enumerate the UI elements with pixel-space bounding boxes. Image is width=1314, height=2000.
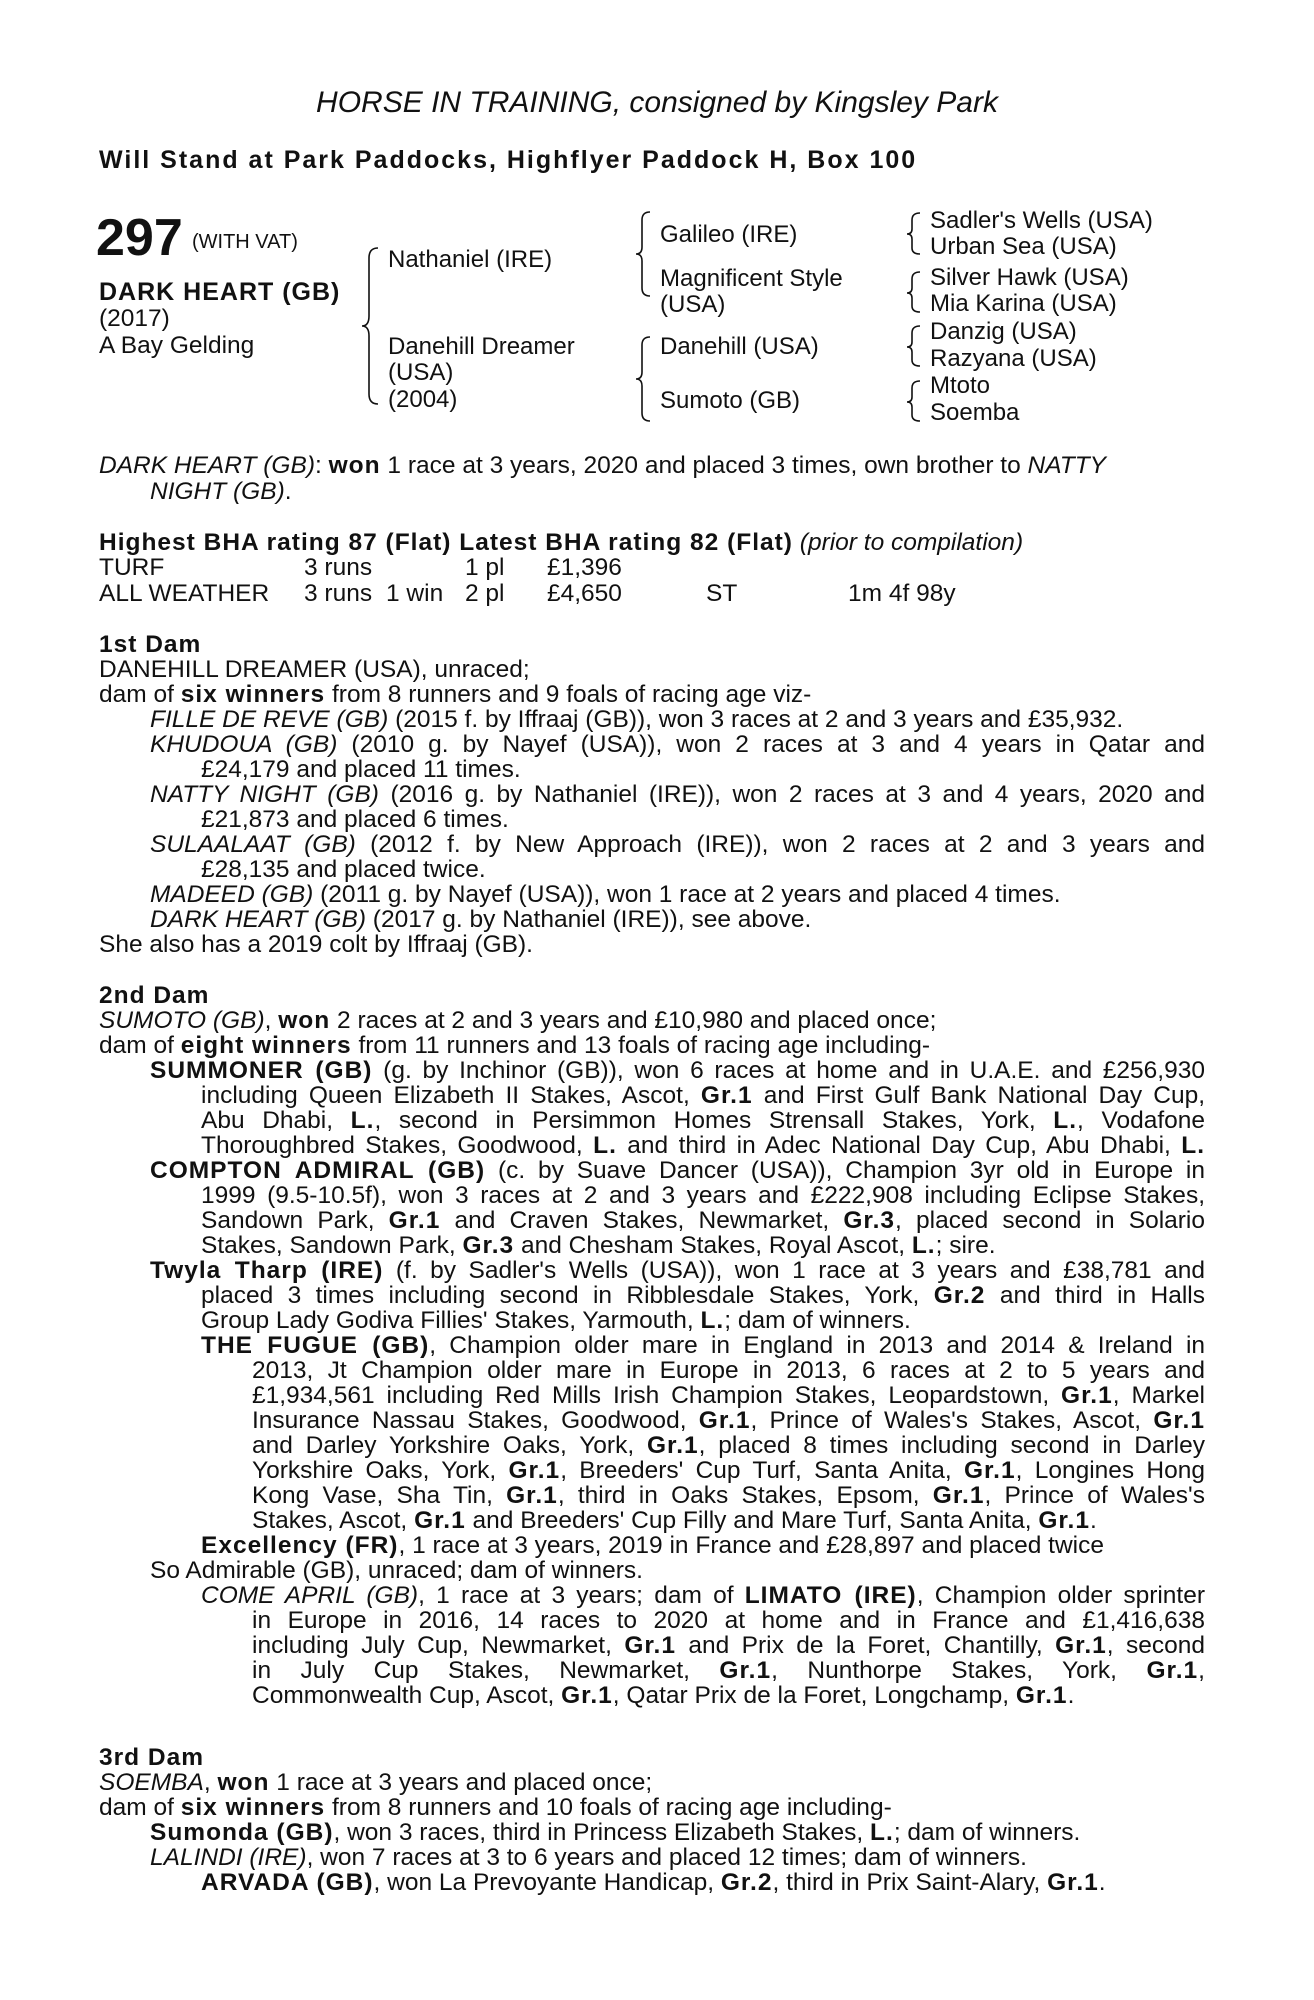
third-dam-won: won — [217, 1769, 270, 1796]
come-april-text: in July Cup Stakes, Newmarket, — [252, 1657, 720, 1684]
record-aw-prize: £4,650 — [547, 580, 622, 607]
lot-number: 297 — [96, 209, 183, 267]
progeny-sulaalaat — [150, 832, 1205, 857]
page-title: HORSE IN TRAINING, consigned by Kingsley Park — [316, 86, 998, 119]
come-april-line3 — [252, 1633, 1205, 1658]
horse-name: DARK HEART (GB) — [99, 278, 341, 306]
grade-badge: Gr.1 — [506, 1482, 558, 1509]
record-turf-runs: 3 runs — [304, 554, 373, 581]
pedigree-dam-line3: (2004) — [388, 386, 458, 413]
grade-badge: Gr.3 — [843, 1207, 896, 1234]
twyla-text: and third in Halls — [985, 1282, 1206, 1309]
limato-name: LIMATO (IRE) — [744, 1582, 917, 1609]
come-april-text: Commonwealth Cup, Ascot, — [252, 1682, 562, 1709]
bracket-main — [362, 248, 378, 404]
progeny-natty-night — [150, 782, 1205, 807]
sumonda-name: Sumonda (GB) — [150, 1819, 334, 1846]
bha-rating-note: (prior to compilation) — [799, 529, 1024, 556]
compton-text: Sandown Park, — [201, 1207, 389, 1234]
summoner-text: Thoroughbred Stakes, Goodwood, — [201, 1132, 594, 1159]
fugue-line3 — [252, 1383, 1205, 1408]
fugue-text: Kong Vase, Sha Tin, — [252, 1482, 507, 1509]
compton-text: ; sire. — [935, 1232, 996, 1259]
bracket-g12 — [907, 213, 920, 254]
progeny-text: (2011 g. by Nayef (USA)), won 1 race at 2 years and placed 4 times. — [313, 881, 1061, 908]
summary-text: 1 race at 3 years, 2020 and placed 3 times, own brother to — [380, 452, 1028, 479]
summoner-line4 — [201, 1133, 1205, 1158]
fugue-text: £1,934,561 including Red Mills Irish Champion Stakes, Leopardstown, — [252, 1382, 1062, 1409]
record-aw-best: ST — [706, 580, 738, 607]
pedigree-dam-sire: Danehill (USA) — [660, 333, 819, 360]
summary-won: won — [328, 452, 381, 479]
twyla-line1 — [150, 1258, 1205, 1283]
compton-text: and Chesham Stakes, Royal Ascot, — [514, 1232, 912, 1259]
arvada-text: , won La Prevoyante Handicap, — [373, 1869, 721, 1896]
fugue-text: and Darley Yorkshire Oaks, York, — [252, 1432, 647, 1459]
grade-badge: Gr.1 — [1061, 1382, 1113, 1409]
second-dam-name-line: SUMOTO (GB), won 2 races at 2 and 3 years and £10,980 and placed once; — [99, 1007, 937, 1034]
compton-text: Stakes, Sandown Park, — [201, 1232, 463, 1259]
come-april-text: , second — [1106, 1632, 1205, 1659]
fugue-line8 — [252, 1508, 1097, 1533]
pedigree-g8: Soemba — [930, 399, 1020, 426]
listed-badge: L. — [870, 1819, 894, 1846]
compton-line2: 1999 (9.5-10.5f), won 3 races at 2 and 3 years and £222,908 including Eclipse Stakes, — [201, 1182, 1205, 1209]
progeny-name: NATTY NIGHT (GB) — [150, 781, 379, 808]
fugue-text: , Prince of Wales's Stakes, Ascot, — [750, 1407, 1154, 1434]
fugue-text: and Breeders' Cup Filly and Mare Turf, Santa Anita, — [465, 1507, 1039, 1534]
first-dam-dam-of-post: from 8 runners and 9 foals of racing age viz- — [325, 681, 812, 708]
compton-line1 — [150, 1158, 1205, 1183]
second-dam-won: won — [278, 1007, 331, 1034]
horse-description: A Bay Gelding — [99, 332, 255, 359]
so-admirable-line: So Admirable (GB), unraced; dam of winners. — [150, 1557, 643, 1584]
lalindi-line — [150, 1845, 1027, 1870]
summary-brother: NATTY — [1027, 452, 1107, 479]
progeny-name: KHUDOUA (GB) — [150, 731, 338, 758]
come-april-text: , Qatar Prix de la Foret, Longchamp, — [612, 1682, 1016, 1709]
excellency-text: , 1 race at 3 years, 2019 in France and £28,897 and placed twice — [398, 1532, 1104, 1559]
summoner-text: and First Gulf Bank National Day Cup, — [752, 1082, 1205, 1109]
first-dam-dam-of — [99, 682, 811, 707]
come-april-line5 — [252, 1683, 1074, 1708]
grade-badge: Gr.1 — [1153, 1407, 1205, 1434]
listed-badge: L. — [1181, 1132, 1206, 1159]
race-summary-cont — [150, 479, 292, 504]
pedigree-g3: Silver Hawk (USA) — [930, 264, 1129, 291]
progeny-name: MADEED (GB) — [150, 881, 314, 908]
pedigree-g7: Mtoto — [930, 372, 991, 399]
second-dam-heading: 2nd Dam — [99, 982, 210, 1009]
compton-line4 — [201, 1233, 996, 1258]
second-dam-name-text: 2 races at 2 and 3 years and £10,980 and placed once; — [330, 1007, 937, 1034]
fugue-text: , Longines Hong — [1015, 1457, 1205, 1484]
fugue-name: THE FUGUE (GB) — [201, 1332, 430, 1359]
compton-line3 — [201, 1208, 1205, 1233]
grade-badge: Gr.1 — [624, 1632, 676, 1659]
grade-badge: Gr.1 — [963, 1457, 1016, 1484]
progeny-name: DARK HEART (GB) — [150, 906, 366, 933]
fugue-line6 — [252, 1458, 1205, 1483]
come-april-name: COME APRIL (GB) — [201, 1582, 419, 1609]
grade-badge: Gr.1 — [414, 1507, 466, 1534]
progeny-sulaalaat-cont: £28,135 and placed twice. — [201, 856, 486, 883]
second-dam-dam-of-post: from 11 runners and 13 foals of racing age including- — [351, 1032, 930, 1059]
pedigree-g4: Mia Karina (USA) — [930, 290, 1117, 317]
pedigree-g5: Danzig (USA) — [930, 318, 1077, 345]
pedigree-g2: Urban Sea (USA) — [930, 233, 1117, 260]
come-april-text: , Champion older sprinter — [916, 1582, 1206, 1609]
third-dam-dam-of — [99, 1795, 892, 1820]
record-aw-label: ALL WEATHER — [99, 580, 270, 607]
first-dam-winners: six winners — [180, 681, 326, 708]
listed-badge: L. — [700, 1307, 725, 1334]
arvada-name: ARVADA (GB) — [201, 1869, 374, 1896]
fugue-line4 — [252, 1408, 1205, 1433]
arvada-text: , third in Prix Saint-Alary, — [772, 1869, 1048, 1896]
summoner-name: SUMMONER (GB) — [150, 1057, 373, 1084]
come-april-text: , Nunthorpe Stakes, York, — [771, 1657, 1147, 1684]
compton-text: , placed second in Solario — [895, 1207, 1205, 1234]
grade-badge: Gr.1 — [719, 1657, 772, 1684]
twyla-text: (f. by Sadler's Wells (USA)), won 1 race at 3 years and £38,781 and — [383, 1257, 1206, 1284]
listed-badge: L. — [1053, 1107, 1078, 1134]
grade-badge: Gr.1 — [1146, 1657, 1199, 1684]
first-dam-name: DANEHILL DREAMER (USA), unraced; — [99, 656, 530, 683]
race-summary: DARK HEART (GB): won 1 race at 3 years, 2020 and placed 3 times, own brother to NATTY — [99, 452, 1107, 479]
summoner-line3 — [201, 1108, 1205, 1133]
grade-badge: Gr.1 — [698, 1407, 751, 1434]
summoner-text: , Vodafone — [1077, 1107, 1206, 1134]
twyla-line2 — [201, 1283, 1205, 1308]
progeny-text: (2015 f. by Iffraaj (GB)), won 3 races at 2 and 3 years and £35,932. — [388, 706, 1124, 733]
record-aw-runs: 3 runs — [304, 580, 373, 607]
bracket-g34 — [907, 272, 920, 312]
grade-badge: Gr.1 — [388, 1207, 441, 1234]
record-turf-prize: £1,396 — [547, 554, 622, 581]
grade-badge: Gr.1 — [1047, 1869, 1099, 1896]
pedigree-sire-dam-line2: (USA) — [660, 291, 726, 318]
listed-badge: L. — [911, 1232, 936, 1259]
grade-badge: Gr.2 — [933, 1282, 986, 1309]
twyla-line3 — [201, 1308, 911, 1333]
pedigree-dam-dam: Sumoto (GB) — [660, 387, 801, 414]
pedigree-sire: Nathaniel (IRE) — [388, 246, 553, 273]
first-dam-colt: She also has a 2019 colt by Iffraaj (GB). — [99, 931, 533, 958]
summoner-line2 — [201, 1083, 1205, 1108]
bha-rating — [99, 530, 1023, 555]
come-april-text: , — [1198, 1657, 1205, 1684]
progeny-name: FILLE DE REVE (GB) — [150, 706, 389, 733]
arvada-line — [201, 1870, 1106, 1895]
grade-badge: Gr.1 — [1055, 1632, 1107, 1659]
grade-badge: Gr.1 — [1015, 1682, 1068, 1709]
fugue-text: , Breeders' Cup Turf, Santa Anita, — [560, 1457, 964, 1484]
come-april-text: , 1 race at 3 years; dam of — [418, 1582, 745, 1609]
fugue-text: . — [1090, 1507, 1097, 1534]
grade-badge: Gr.3 — [462, 1232, 515, 1259]
fugue-text: , placed 8 times including second in Darley — [698, 1432, 1205, 1459]
arvada-end: . — [1098, 1869, 1106, 1896]
fugue-text: , Markel — [1112, 1382, 1205, 1409]
progeny-text: (2016 g. by Nathaniel (IRE)), won 2 races at 3 and 4 years, 2020 and — [378, 781, 1205, 808]
fugue-line1 — [201, 1333, 1205, 1358]
pedigree-sire-sire: Galileo (IRE) — [660, 221, 798, 248]
third-dam-winners: six winners — [180, 1794, 326, 1821]
compton-text: (c. by Suave Dancer (USA)), Champion 3yr old in Europe in — [485, 1157, 1205, 1184]
fugue-text: , Champion older mare in England in 2013 and 2014 & Ireland in — [429, 1332, 1206, 1359]
record-turf-placed: 1 pl — [465, 554, 505, 581]
come-april-text: . — [1067, 1682, 1075, 1709]
excellency-name: Excellency (FR) — [201, 1532, 399, 1559]
pedigree-g6: Razyana (USA) — [930, 345, 1097, 372]
compton-text: and Craven Stakes, Newmarket, — [440, 1207, 844, 1234]
bha-rating-text: Highest BHA rating 87 (Flat) Latest BHA rating 82 (Flat) — [99, 529, 793, 556]
fugue-text: Insurance Nassau Stakes, Goodwood, — [252, 1407, 699, 1434]
fugue-text: , Prince of Wales's — [984, 1482, 1205, 1509]
bracket-dam — [636, 337, 650, 421]
record-aw-dist: 1m 4f 98y — [848, 580, 956, 607]
third-dam-name-text: 1 race at 3 years and placed once; — [269, 1769, 653, 1796]
third-dam-dam-of-post: from 8 runners and 10 foals of racing age including- — [325, 1794, 892, 1821]
progeny-khudoua — [150, 732, 1205, 757]
grade-badge: Gr.1 — [700, 1082, 753, 1109]
record-aw-placed: 2 pl — [465, 580, 505, 607]
summary-horse-name: DARK HEART (GB) — [99, 452, 315, 479]
summoner-text: including Queen Elizabeth II Stakes, Ascot, — [201, 1082, 701, 1109]
come-april-text: including July Cup, Newmarket, — [252, 1632, 625, 1659]
page-subtitle: Will Stand at Park Paddocks, Highflyer Paddock H, Box 100 — [99, 146, 918, 174]
progeny-text: (2010 g. by Nayef (USA)), won 2 races at 3 and 4 years in Qatar and — [337, 731, 1205, 758]
grade-badge: Gr.1 — [1038, 1507, 1090, 1534]
second-dam-winners: eight winners — [180, 1032, 352, 1059]
progeny-text: (2017 g. by Nathaniel (IRE)), see above. — [366, 906, 812, 933]
bracket-sire — [636, 212, 650, 296]
horse-year: (2017) — [99, 305, 170, 332]
fugue-text: , third in Oaks Stakes, Epsom, — [557, 1482, 933, 1509]
twyla-text: Group Lady Godiva Fillies' Stakes, Yarmouth, — [201, 1307, 701, 1334]
summoner-text: and third in Adec National Day Cup, Abu Dhabi, — [616, 1132, 1182, 1159]
progeny-dark-heart — [150, 907, 811, 932]
pedigree-dam-line2: (USA) — [388, 359, 454, 386]
summoner-line1 — [150, 1058, 1205, 1083]
vat-note: (WITH VAT) — [192, 231, 298, 253]
third-dam-name-line: SOEMBA, won 1 race at 3 years and placed once; — [99, 1769, 653, 1796]
fugue-text: Stakes, Ascot, — [252, 1507, 415, 1534]
compton-name: COMPTON ADMIRAL (GB) — [150, 1157, 486, 1184]
summoner-text: (g. by Inchinor (GB)), won 6 races at home and in U.A.E. and £256,930 — [372, 1057, 1205, 1084]
twyla-name: Twyla Tharp (IRE) — [150, 1257, 384, 1284]
progeny-natty-night-cont: £21,873 and placed 6 times. — [201, 806, 509, 833]
lalindi-text: , won 7 races at 3 to 6 years and placed 12 times; dam of winners. — [306, 1844, 1027, 1871]
third-dam-heading: 3rd Dam — [99, 1744, 205, 1771]
bracket-g78 — [907, 381, 920, 421]
fugue-line2: 2013, Jt Champion older mare in Europe in 2013, 6 races at 2 to 5 years and — [252, 1357, 1205, 1384]
twyla-text: placed 3 times including second in Ribblesdale Stakes, York, — [201, 1282, 934, 1309]
come-april-text: and Prix de la Foret, Chantilly, — [676, 1632, 1056, 1659]
fugue-line7 — [252, 1483, 1205, 1508]
excellency-line — [201, 1533, 1104, 1558]
third-dam-dam-of-pre: dam of — [99, 1794, 181, 1821]
sumonda-end: ; dam of winners. — [893, 1819, 1081, 1846]
pedigree-dam-line1: Danehill Dreamer — [388, 333, 575, 360]
grade-badge: Gr.1 — [508, 1457, 561, 1484]
progeny-khudoua-cont: £24,179 and placed 11 times. — [201, 756, 521, 783]
first-dam-dam-of-pre: dam of — [99, 681, 181, 708]
second-dam-dam-of — [99, 1033, 930, 1058]
grade-badge: Gr.2 — [720, 1869, 773, 1896]
come-april-line2: in Europe in 2016, 14 races to 2020 at home and in France and £1,416,638 — [252, 1607, 1205, 1634]
progeny-madeed — [150, 882, 1061, 907]
progeny-name: SULAALAAT (GB) — [150, 831, 356, 858]
summary-brother-cont: NIGHT (GB) — [150, 478, 285, 505]
fugue-line5 — [252, 1433, 1205, 1458]
summary-end: . — [284, 478, 292, 505]
lalindi-name: LALINDI (IRE) — [150, 1844, 307, 1871]
fugue-text: Yorkshire Oaks, York, — [252, 1457, 509, 1484]
summoner-text: , second in Persimmon Homes Strensall Stakes, York, — [374, 1107, 1054, 1134]
grade-badge: Gr.1 — [561, 1682, 613, 1709]
bracket-g56 — [907, 326, 920, 366]
come-april-line4 — [252, 1658, 1205, 1683]
listed-badge: L. — [350, 1107, 375, 1134]
grade-badge: Gr.1 — [646, 1432, 699, 1459]
second-dam-dam-of-pre: dam of — [99, 1032, 181, 1059]
pedigree-sire-dam-line1: Magnificent Style — [660, 265, 843, 292]
progeny-fille-de-reve — [150, 707, 1123, 732]
first-dam-heading: 1st Dam — [99, 631, 202, 658]
progeny-text: (2012 f. by New Approach (IRE)), won 2 races at 2 and 3 years and — [355, 831, 1206, 858]
listed-badge: L. — [593, 1132, 617, 1159]
record-turf-label: TURF — [99, 554, 165, 581]
second-dam-name: SUMOTO (GB) — [99, 1007, 265, 1034]
come-april-line1 — [201, 1583, 1205, 1608]
pedigree-g1: Sadler's Wells (USA) — [930, 207, 1153, 234]
twyla-text: ; dam of winners. — [724, 1307, 911, 1334]
third-dam-name: SOEMBA — [99, 1769, 204, 1796]
sumonda-text: , won 3 races, third in Princess Elizabeth Stakes, — [333, 1819, 871, 1846]
record-aw-wins: 1 win — [386, 580, 444, 607]
grade-badge: Gr.1 — [932, 1482, 985, 1509]
sumonda-line — [150, 1820, 1080, 1845]
summoner-text: Abu Dhabi, — [201, 1107, 351, 1134]
